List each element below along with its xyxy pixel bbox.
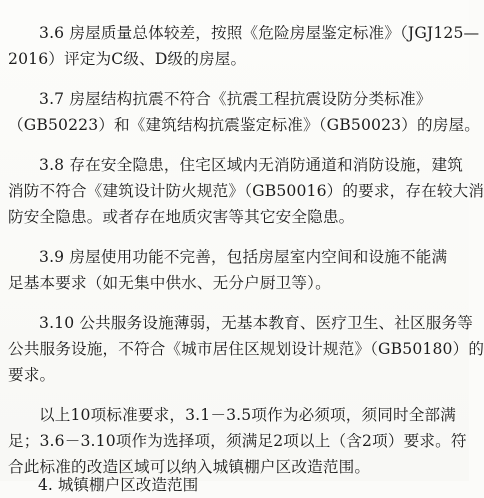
paragraph-line: 以上10项标准要求，3.1－3.5项作为必须项，须同时全部满 (39, 406, 457, 424)
paragraph-3-6 (8, 20, 480, 72)
paragraph-line: 足基本要求（如无集中供水、无分户厨卫等）。 (8, 274, 331, 292)
paragraph-line: 2016）评定为C级、D级的房屋。 (8, 50, 247, 68)
paragraph-line: 要求。 (8, 366, 56, 384)
paragraph-line: 3.9 房屋使用功能不完善，包括房屋室内空间和设施不能满 (39, 248, 448, 266)
paragraph-line: 足；3.6－3.10项作为选择项，须满足2项以上（含2项）要求。符 (8, 432, 467, 450)
paragraph-3-9 (8, 244, 462, 296)
paragraph-line: 3.7 房屋结构抗震不符合《抗震工程抗震设防分类标准》 (39, 90, 432, 108)
paragraph-3-7 (8, 86, 480, 138)
paragraph-line: 防安全隐患。或者存在地质灾害等其它安全隐患。 (8, 208, 355, 226)
paragraph-line: 3.10 公共服务设施薄弱，无基本教育、医疗卫生、社区服务等 (39, 314, 474, 332)
paragraph-line: 消防不符合《建筑设计防火规范》（GB50016）的要求，存在较大消 (8, 182, 484, 200)
paragraph-line: 公共服务设施，不符合《城市居住区规划设计规范》（GB50180）的 (8, 340, 484, 358)
paragraph-line: 3.6 房屋质量总体较差，按照《危险房屋鉴定标准》（JGJ125— (39, 24, 480, 42)
paragraph-line: 3.8 存在安全隐患，住宅区域内无消防通道和消防设施，建筑 (39, 156, 463, 174)
cut-off-heading: 4. 城镇棚户区改造范围 (38, 476, 199, 494)
paragraph-3-10 (8, 310, 484, 388)
paragraph-3-8 (8, 152, 484, 230)
paragraph-line: （GB50223）和《建筑结构抗震鉴定标准》（GB50023）的房屋。 (8, 116, 480, 134)
paragraph-line: 合此标准的改造区域可以纳入城镇棚户区改造范围。 (8, 458, 371, 476)
